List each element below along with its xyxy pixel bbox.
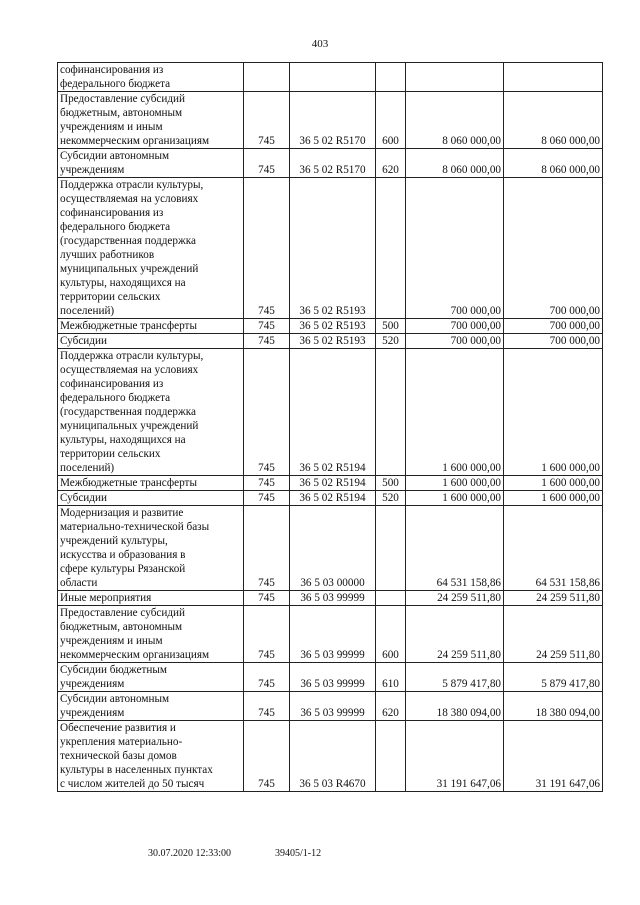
row-expense-type-cell: 520 <box>376 334 406 349</box>
row-name-cell: Межбюджетные трансферты <box>58 476 244 491</box>
row-expense-type-cell <box>376 506 406 591</box>
row-amount-1-cell: 8 060 000,00 <box>406 149 504 178</box>
row-admin-code-cell: 745 <box>244 178 290 319</box>
row-name-cell: Субсидии <box>58 491 244 506</box>
row-name-cell: Поддержка отрасли культуры, осуществляемая на условиях софинансирования из федерального бюджета (государственная поддержка лучших работников муниципальных учреждений культуры, находящихся на территории сельских поселений) <box>58 178 244 319</box>
row-name-cell: софинансирования из федерального бюджета <box>58 63 244 92</box>
footer-datetime: 30.07.2020 12:33:00 <box>148 848 232 859</box>
row-amount-1-cell: 1 600 000,00 <box>406 476 504 491</box>
row-name-cell: Субсидии <box>58 334 244 349</box>
row-name-cell: Поддержка отрасли культуры, осуществляемая на условиях софинансирования из федерального бюджета (государственная поддержка муниципальных учреждений культуры, находящихся на территории сельских поселений) <box>58 349 244 476</box>
row-amount-1-cell: 1 600 000,00 <box>406 349 504 476</box>
row-amount-2-cell: 8 060 000,00 <box>504 92 603 149</box>
row-admin-code-cell: 745 <box>244 476 290 491</box>
row-admin-code-cell: 745 <box>244 334 290 349</box>
row-target-code-cell: 36 5 03 R4670 <box>290 721 376 792</box>
row-name-cell: Субсидии автономным учреждениям <box>58 149 244 178</box>
row-target-code-cell: 36 5 02 R5194 <box>290 491 376 506</box>
table-row <box>58 491 603 506</box>
row-admin-code-cell: 745 <box>244 591 290 606</box>
row-admin-code-cell: 745 <box>244 663 290 692</box>
row-amount-1-cell: 5 879 417,80 <box>406 663 504 692</box>
row-expense-type-cell: 600 <box>376 92 406 149</box>
row-amount-1-cell: 700 000,00 <box>406 178 504 319</box>
row-amount-2-cell: 8 060 000,00 <box>504 149 603 178</box>
row-amount-2-cell: 1 600 000,00 <box>504 349 603 476</box>
row-name-cell: Субсидии автономным учреждениям <box>58 692 244 721</box>
budget-table <box>57 62 603 792</box>
row-expense-type-cell: 620 <box>376 692 406 721</box>
row-amount-2-cell: 64 531 158,86 <box>504 506 603 591</box>
table-row <box>58 92 603 149</box>
table-row <box>58 606 603 663</box>
table-row <box>58 63 603 92</box>
page-number: 403 <box>311 38 329 50</box>
row-name-cell: Модернизация и развитие материально-технической базы учреждений культуры, искусства и образования в сфере культуры Рязанской области <box>58 506 244 591</box>
row-target-code-cell <box>290 63 376 92</box>
row-target-code-cell: 36 5 03 99999 <box>290 663 376 692</box>
row-target-code-cell: 36 5 03 00000 <box>290 506 376 591</box>
row-admin-code-cell: 745 <box>244 319 290 334</box>
table-row <box>58 476 603 491</box>
row-expense-type-cell: 520 <box>376 491 406 506</box>
table-row <box>58 349 603 476</box>
row-expense-type-cell: 610 <box>376 663 406 692</box>
row-target-code-cell: 36 5 02 R5193 <box>290 319 376 334</box>
row-amount-1-cell: 18 380 094,00 <box>406 692 504 721</box>
row-amount-2-cell: 700 000,00 <box>504 178 603 319</box>
row-admin-code-cell <box>244 63 290 92</box>
row-expense-type-cell <box>376 349 406 476</box>
row-target-code-cell: 36 5 02 R5193 <box>290 334 376 349</box>
table-row <box>58 663 603 692</box>
row-amount-2-cell <box>504 63 603 92</box>
row-target-code-cell: 36 5 03 99999 <box>290 606 376 663</box>
row-name-cell: Предоставление субсидий бюджетным, автономным учреждениям и иным некоммерческим организациям <box>58 606 244 663</box>
footer-doc-id: 39405/1-12 <box>275 848 322 859</box>
row-amount-1-cell <box>406 63 504 92</box>
row-name-cell: Предоставление субсидий бюджетным, автономным учреждениям и иным некоммерческим организациям <box>58 92 244 149</box>
row-amount-2-cell: 700 000,00 <box>504 319 603 334</box>
table-row <box>58 319 603 334</box>
row-expense-type-cell <box>376 63 406 92</box>
row-expense-type-cell <box>376 591 406 606</box>
row-admin-code-cell: 745 <box>244 149 290 178</box>
row-target-code-cell: 36 5 02 R5194 <box>290 349 376 476</box>
row-expense-type-cell <box>376 721 406 792</box>
row-admin-code-cell: 745 <box>244 606 290 663</box>
budget-table-body <box>58 63 603 792</box>
row-amount-1-cell: 64 531 158,86 <box>406 506 504 591</box>
row-name-cell: Межбюджетные трансферты <box>58 319 244 334</box>
row-amount-2-cell: 5 879 417,80 <box>504 663 603 692</box>
row-target-code-cell: 36 5 03 99999 <box>290 692 376 721</box>
row-admin-code-cell: 745 <box>244 506 290 591</box>
table-row <box>58 692 603 721</box>
row-admin-code-cell: 745 <box>244 721 290 792</box>
row-target-code-cell: 36 5 02 R5170 <box>290 92 376 149</box>
table-row <box>58 721 603 792</box>
row-name-cell: Субсидии бюджетным учреждениям <box>58 663 244 692</box>
row-amount-1-cell: 1 600 000,00 <box>406 491 504 506</box>
table-row <box>58 149 603 178</box>
row-amount-2-cell: 31 191 647,06 <box>504 721 603 792</box>
row-amount-1-cell: 24 259 511,80 <box>406 591 504 606</box>
row-expense-type-cell: 500 <box>376 476 406 491</box>
row-amount-2-cell: 24 259 511,80 <box>504 606 603 663</box>
table-row <box>58 591 603 606</box>
row-expense-type-cell: 600 <box>376 606 406 663</box>
row-name-cell: Иные мероприятия <box>58 591 244 606</box>
row-name-cell: Обеспечение развития и укрепления материально- технической базы домов культуры в населенных пунктах с числом жителей до 50 тысяч <box>58 721 244 792</box>
row-admin-code-cell: 745 <box>244 349 290 476</box>
row-expense-type-cell: 620 <box>376 149 406 178</box>
row-admin-code-cell: 745 <box>244 692 290 721</box>
row-amount-1-cell: 700 000,00 <box>406 334 504 349</box>
row-amount-2-cell: 1 600 000,00 <box>504 491 603 506</box>
row-amount-1-cell: 8 060 000,00 <box>406 92 504 149</box>
row-admin-code-cell: 745 <box>244 92 290 149</box>
row-amount-2-cell: 24 259 511,80 <box>504 591 603 606</box>
table-row <box>58 334 603 349</box>
table-row <box>58 506 603 591</box>
table-row <box>58 178 603 319</box>
row-amount-1-cell: 700 000,00 <box>406 319 504 334</box>
row-target-code-cell: 36 5 02 R5194 <box>290 476 376 491</box>
row-amount-1-cell: 24 259 511,80 <box>406 606 504 663</box>
row-target-code-cell: 36 5 03 99999 <box>290 591 376 606</box>
row-target-code-cell: 36 5 02 R5193 <box>290 178 376 319</box>
row-admin-code-cell: 745 <box>244 491 290 506</box>
row-target-code-cell: 36 5 02 R5170 <box>290 149 376 178</box>
row-expense-type-cell: 500 <box>376 319 406 334</box>
row-amount-2-cell: 18 380 094,00 <box>504 692 603 721</box>
row-amount-2-cell: 1 600 000,00 <box>504 476 603 491</box>
row-amount-1-cell: 31 191 647,06 <box>406 721 504 792</box>
row-expense-type-cell <box>376 178 406 319</box>
row-amount-2-cell: 700 000,00 <box>504 334 603 349</box>
